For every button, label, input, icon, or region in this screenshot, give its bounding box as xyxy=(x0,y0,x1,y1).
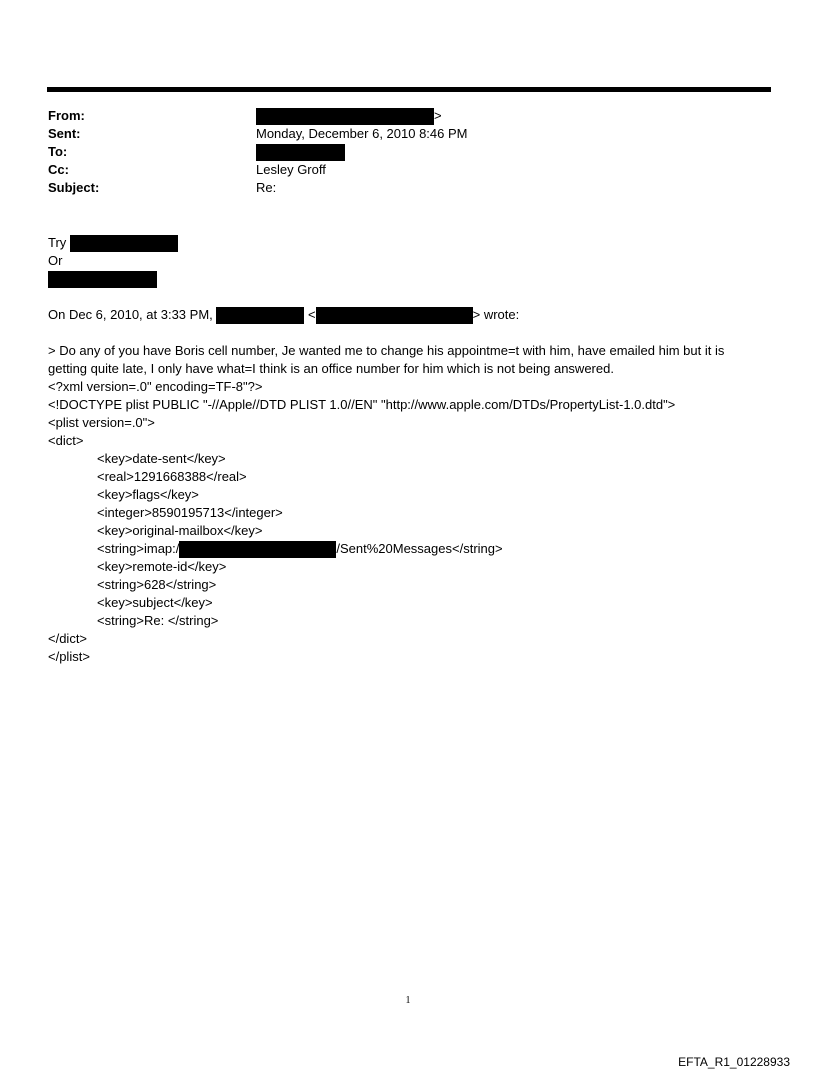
redaction-box xyxy=(256,144,345,161)
quote-intro-prefix: On Dec 6, 2010, at 3:33 PM, xyxy=(48,307,213,322)
or-redaction-line xyxy=(48,270,157,288)
try-label: Try xyxy=(48,235,67,250)
dict-line: <key>flags</key> xyxy=(97,487,199,502)
try-line xyxy=(48,234,178,252)
redaction-box xyxy=(216,307,304,324)
closing-line: </dict> xyxy=(48,631,88,646)
plist-line: <plist version=.0"> xyxy=(48,415,155,430)
sent-value: Monday, December 6, 2010 8:46 PM xyxy=(256,126,468,141)
dict-line: <string>628</string> xyxy=(97,577,217,592)
or-label: Or xyxy=(48,253,63,268)
subject-value: Re: xyxy=(256,180,277,195)
cc-value: Lesley Groff xyxy=(256,162,326,177)
redaction-box xyxy=(256,108,434,125)
to-value xyxy=(256,143,345,161)
sent-label: Sent: xyxy=(48,126,81,141)
redaction-box xyxy=(70,235,178,252)
quote-intro xyxy=(48,306,519,324)
dict-line: <key>subject</key> xyxy=(97,595,213,610)
redaction-box xyxy=(179,541,336,558)
from-value xyxy=(256,107,442,125)
cc-label: Cc: xyxy=(48,162,69,177)
subject-label: Subject: xyxy=(48,180,100,195)
dict-line: <key>date-sent</key> xyxy=(97,451,226,466)
plist-line: <!DOCTYPE plist PUBLIC "-//Apple//DTD PLIST 1.0//EN" "http://www.apple.com/DTDs/PropertyList-1.0.dtd"> xyxy=(48,397,676,412)
dict-line: <key>remote-id</key> xyxy=(97,559,227,574)
dict-line: <real>1291668388</real> xyxy=(97,469,247,484)
imap-suffix: /Sent%20Messages</string> xyxy=(336,541,503,556)
page-number: 1 xyxy=(405,995,411,1006)
redaction-box xyxy=(316,307,473,324)
to-label: To: xyxy=(48,144,68,159)
dict-line: <key>original-mailbox</key> xyxy=(97,523,263,538)
closing-line: </plist> xyxy=(48,649,90,664)
quote-intro-suffix: > wrote: xyxy=(472,307,520,322)
dict-line: <string>Re: </string> xyxy=(97,613,219,628)
dict-line-imap xyxy=(97,540,503,558)
plist-line: <dict> xyxy=(48,433,84,448)
from-label: From: xyxy=(48,108,85,123)
document-id: EFTA_R1_01228933 xyxy=(678,1055,790,1069)
redaction-box xyxy=(48,271,157,288)
imap-prefix: <string>imap:/ xyxy=(97,541,180,556)
quote-intro-lt: < xyxy=(308,307,316,322)
from-suffix: > xyxy=(434,108,442,123)
quoted-message: > Do any of you have Boris cell number, Je wanted me to change his appointme=t with him, have emailed him but it is getting quite late, I only have what=I think is an office number for him which is not being answered. xyxy=(48,343,725,376)
dict-line: <integer>8590195713</integer> xyxy=(97,505,283,520)
header-rule xyxy=(47,87,771,92)
plist-line: <?xml version=.0" encoding=TF-8"?> xyxy=(48,379,263,394)
